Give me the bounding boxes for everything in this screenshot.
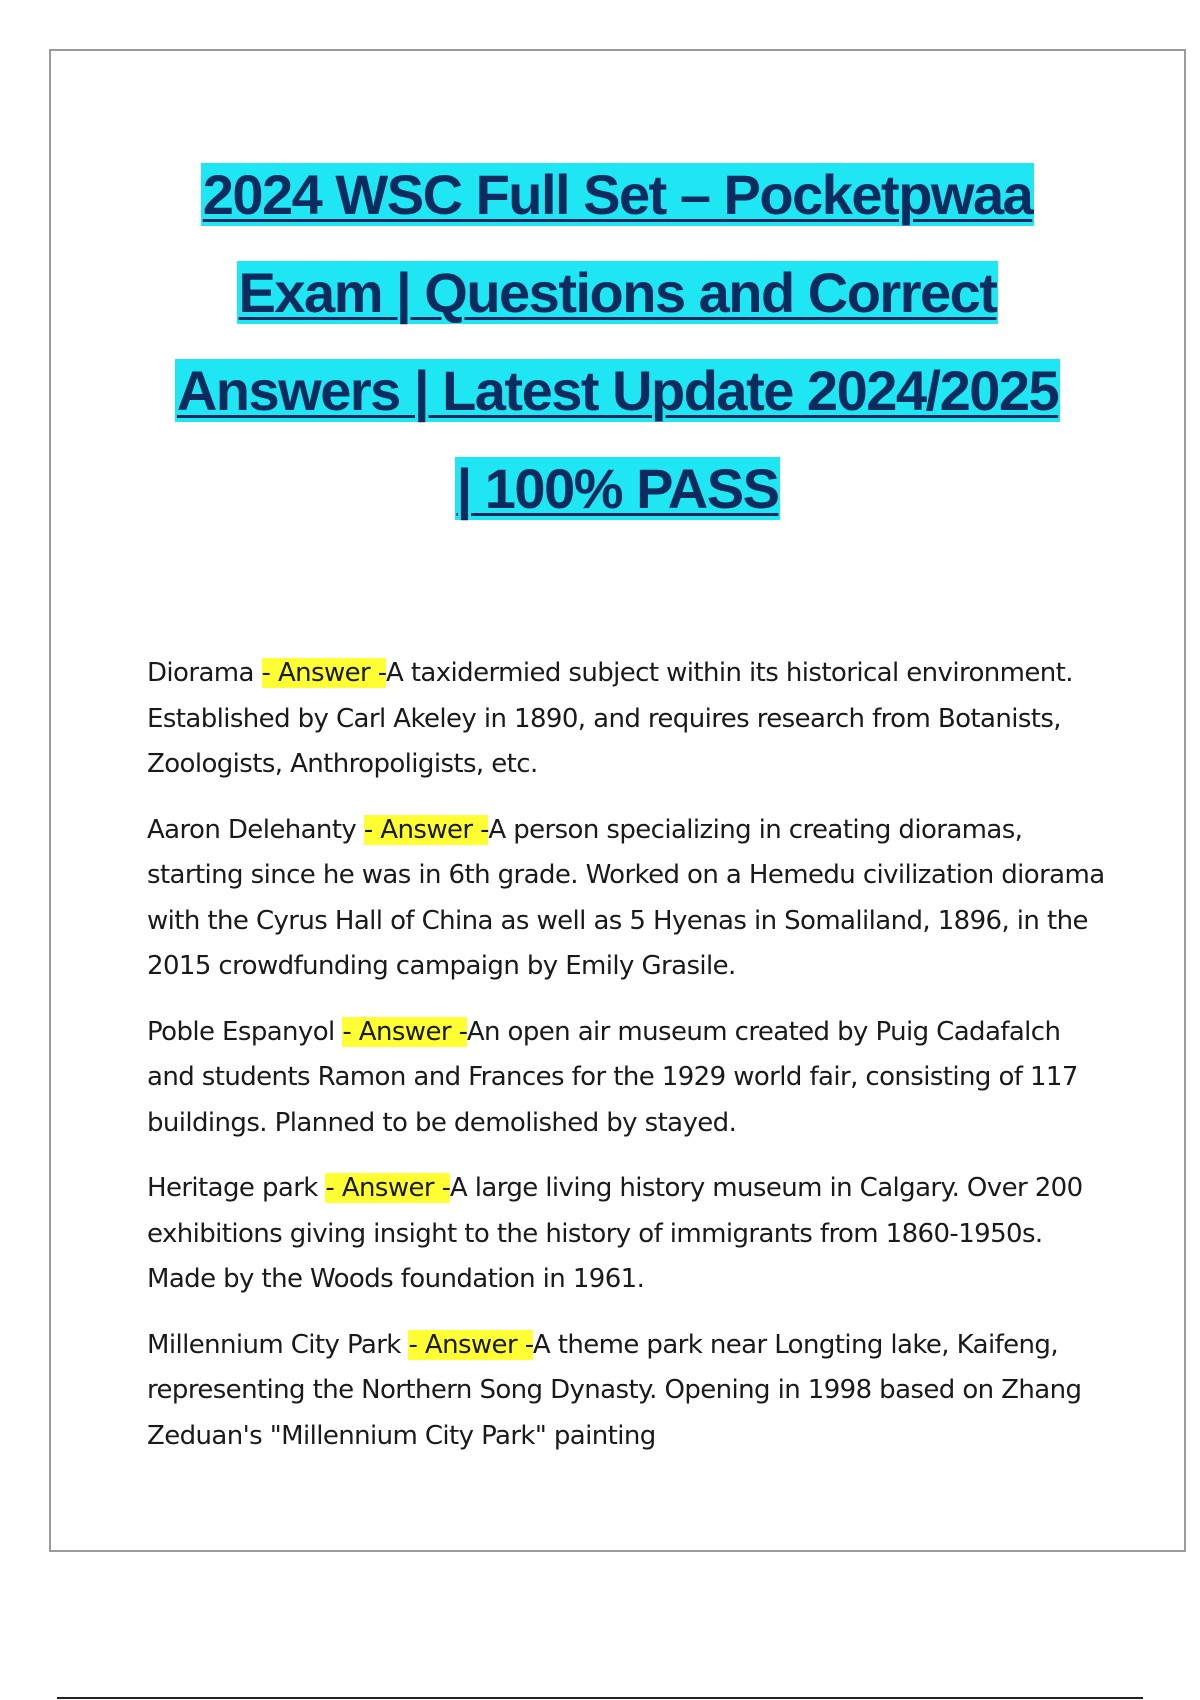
title-line-4 [51,440,1184,538]
answer-marker: - Answer - [408,1329,533,1360]
title-text-4: | 100% PASS [456,457,779,520]
entry-definition: A person specializing in creating dioramas, starting since he was in 6th grade. Worked on a Hemedu civilization diorama with the Cyrus Hall of China as well as 5 Hyenas in Somaliland, 1896, in the 2015 crowdfunding campaign by Emily Grasile. [147,814,1105,981]
document-title [51,146,1184,538]
entry-term: Diorama [147,658,262,688]
entry-term: Heritage park [147,1173,326,1203]
qa-entry-poble-espanyol [147,1010,1107,1147]
answer-marker: - Answer - [325,1173,450,1203]
entry-definition: An open air museum created by Puig Cadafalch and students Ramon and Frances for the 1929 world fair, consisting of 117 buildings. Planned to be demolished by stayed. [147,1016,1078,1138]
title-text-2: Exam | Questions and Correct [238,261,997,324]
qa-entry-millennium-city-park [147,1323,1107,1460]
title-line-2 [51,244,1184,342]
qa-entry-aaron-delehanty [147,808,1107,990]
document-page [49,49,1186,1552]
entry-definition: A taxidermied subject within its historical environment. Established by Carl Akeley in 1890, and requires research from Botanists, Zoologists, Anthropoligists, etc. [147,658,1073,779]
title-text-1: 2024 WSC Full Set – Pocketpwaa [202,163,1033,226]
title-text-3: Answers | Latest Update 2024/2025 [176,359,1059,422]
entry-term: Millennium City Park [147,1329,409,1360]
answer-marker: - Answer - [261,658,386,688]
page-bottom-rule [57,1697,1143,1699]
entry-term: Poble Espanyol [147,1016,343,1047]
entry-definition: A theme park near Longting lake, Kaifeng, representing the Northern Song Dynasty. Opening in 1998 based on Zhang Zeduan's "Millennium City Park" painting [147,1329,1082,1451]
qa-list [147,651,1107,1479]
title-line-1 [51,146,1184,244]
entry-term: Aaron Delehanty [147,814,364,845]
answer-marker: - Answer - [363,814,489,845]
qa-entry-diorama [147,651,1107,788]
answer-marker: - Answer - [342,1016,467,1047]
qa-entry-heritage-park [147,1166,1107,1303]
title-line-3 [51,342,1184,440]
entry-definition: A large living history museum in Calgary. Over 200 exhibitions giving insight to the history of immigrants from 1860-1950s. Made by the Woods foundation in 1961. [147,1173,1083,1294]
